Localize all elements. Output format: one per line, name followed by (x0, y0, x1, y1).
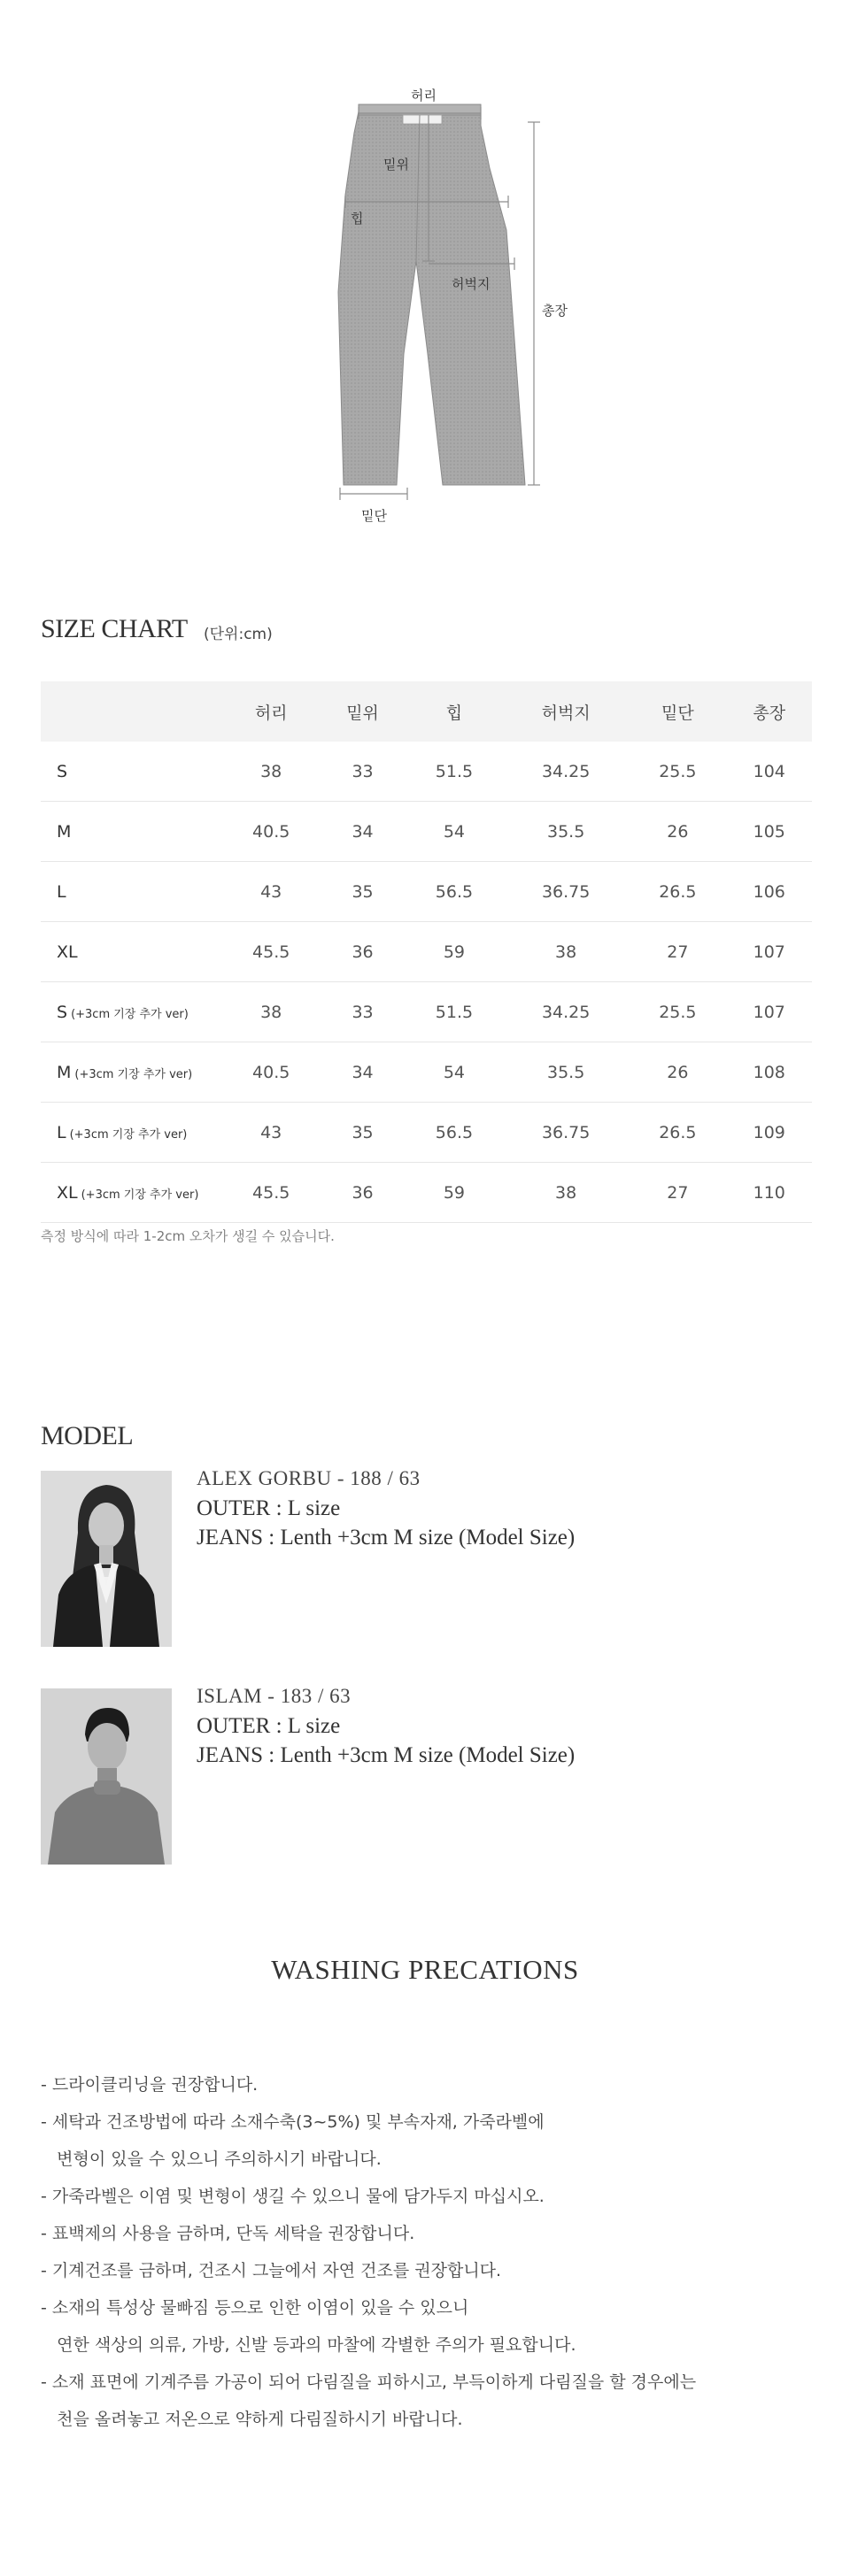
table-cell: 104 (727, 742, 812, 802)
size-name: S (57, 761, 68, 781)
table-cell: 108 (727, 1042, 812, 1103)
table-cell: 59 (406, 1163, 503, 1223)
size-name: L (57, 881, 66, 902)
table-header-cell: 허벅지 (503, 681, 629, 742)
table-row (41, 862, 812, 922)
washing-line: - 표백제의 사용을 금하며, 단독 세탁을 권장합니다. (41, 2224, 415, 2243)
size-note: (+3cm 기장 추가 ver) (74, 1067, 193, 1081)
table-cell: 33 (320, 982, 405, 1042)
table-cell: 38 (503, 1163, 629, 1223)
table-cell: 35 (320, 862, 405, 922)
table-row (41, 1103, 812, 1163)
table-header-cell: 힙 (406, 681, 503, 742)
table-cell: 33 (320, 742, 405, 802)
table-cell: 54 (406, 802, 503, 862)
pants-silhouette (338, 111, 525, 485)
model-photo-islam (41, 1688, 172, 1865)
model-name-islam: ISLAM - 183 / 63 (197, 1685, 352, 1707)
table-cell: 109 (727, 1103, 812, 1163)
table-cell: 59 (406, 922, 503, 982)
washing-line: - 가죽라벨은 이염 및 변형이 생길 수 있으니 물에 담가두지 마십시오. (41, 2187, 545, 2206)
table-cell: 26 (629, 802, 726, 862)
size-name: M (57, 821, 72, 842)
washing-line: - 세탁과 건조방법에 따라 소재수축(3~5%) 및 부속자재, 가죽라벨에 (41, 2112, 545, 2132)
model-outer-alex: OUTER : L size (197, 1496, 341, 1520)
table-cell: 56.5 (406, 862, 503, 922)
table-cell: 54 (406, 1042, 503, 1103)
table-cell: 38 (222, 982, 320, 1042)
table-cell: 25.5 (629, 742, 726, 802)
table-row (41, 982, 812, 1042)
washing-line: 연한 색상의 의류, 가방, 신발 등과의 마찰에 각별한 주의가 필요합니다. (41, 2335, 576, 2355)
hip-label: 힙 (351, 211, 364, 227)
washing-line: 변형이 있을 수 있으니 주의하시기 바랍니다. (41, 2149, 382, 2169)
table-cell: 36.75 (503, 1103, 629, 1163)
size-name: XL (57, 1182, 78, 1203)
model-jeans-alex: JEANS : Lenth +3cm M size (Model Size) (197, 1526, 576, 1549)
table-cell: 35.5 (503, 802, 629, 862)
measurement-diagram (0, 0, 850, 566)
table-cell: 51.5 (406, 742, 503, 802)
table-cell: 40.5 (222, 1042, 320, 1103)
table-row (41, 742, 812, 802)
washing-line: - 기계건조를 금하며, 건조시 그늘에서 자연 건조를 권장합니다. (41, 2261, 502, 2280)
table-cell: 34.25 (503, 742, 629, 802)
label-tag (403, 115, 442, 124)
table-cell: 105 (727, 802, 812, 862)
table-cell: 38 (503, 922, 629, 982)
size-cell (41, 1163, 222, 1223)
size-cell (41, 1103, 222, 1163)
size-chart-unit: (단위:cm) (204, 626, 273, 643)
table-cell: 34 (320, 802, 405, 862)
pants-diagram-svg (0, 0, 850, 566)
table-cell: 110 (727, 1163, 812, 1223)
model-name-alex: ALEX GORBU - 188 / 63 (197, 1467, 421, 1489)
table-cell: 106 (727, 862, 812, 922)
table-row (41, 922, 812, 982)
model-photo-alex-svg (41, 1471, 172, 1647)
washing-line: - 소재 표면에 기계주름 가공이 되어 다림질을 피하시고, 부득이하게 다림질을 할 경우에는 (41, 2372, 697, 2392)
table-row (41, 1163, 812, 1223)
table-cell: 34 (320, 1042, 405, 1103)
size-name: XL (57, 942, 78, 962)
table-header-row (41, 681, 812, 742)
size-note: (+3cm 기장 추가 ver) (81, 1188, 199, 1202)
table-cell: 38 (222, 742, 320, 802)
table-cell: 27 (629, 1163, 726, 1223)
table-cell: 36 (320, 922, 405, 982)
table-cell: 51.5 (406, 982, 503, 1042)
model-photo-islam-svg (41, 1688, 172, 1865)
size-chart-title: SIZE CHART (41, 614, 188, 643)
washing-title: WASHING PRECATIONS (271, 1954, 579, 1985)
size-chart-caption: 측정 방식에 따라 1-2cm 오차가 생길 수 있습니다. (41, 1228, 335, 1244)
table-header-cell: 밑위 (320, 681, 405, 742)
table-cell: 43 (222, 1103, 320, 1163)
size-note: (+3cm 기장 추가 ver) (69, 1127, 188, 1142)
table-cell: 26.5 (629, 1103, 726, 1163)
thigh-label: 허벅지 (452, 276, 491, 292)
model-outer-islam: OUTER : L size (197, 1714, 341, 1738)
size-name: S (57, 1002, 68, 1022)
hem-label: 밑단 (361, 508, 387, 524)
size-note: (+3cm 기장 추가 ver) (71, 1007, 189, 1021)
waist-label: 허리 (411, 88, 437, 104)
washing-line: - 드라이클리닝을 권장합니다. (41, 2075, 259, 2095)
table-cell: 27 (629, 922, 726, 982)
washing-line: 천을 올려놓고 저온으로 약하게 다림질하시기 바랍니다. (41, 2410, 463, 2429)
model-photo-alex (41, 1471, 172, 1647)
table-cell: 25.5 (629, 982, 726, 1042)
washing-line: - 소재의 특성상 물빠짐 등으로 인한 이염이 있을 수 있으니 (41, 2298, 469, 2318)
table-cell: 26.5 (629, 862, 726, 922)
rise-label: 밑위 (383, 157, 409, 173)
table-header-cell (41, 681, 222, 742)
size-cell (41, 922, 222, 982)
table-cell: 35.5 (503, 1042, 629, 1103)
size-name: L (57, 1122, 66, 1142)
table-cell: 43 (222, 862, 320, 922)
model-title: MODEL (41, 1421, 134, 1450)
table-cell: 36.75 (503, 862, 629, 922)
size-cell (41, 1042, 222, 1103)
size-cell (41, 742, 222, 802)
table-row (41, 802, 812, 862)
size-cell (41, 802, 222, 862)
table-cell: 35 (320, 1103, 405, 1163)
table-cell: 34.25 (503, 982, 629, 1042)
size-name: M (57, 1062, 72, 1082)
table-header-cell: 허리 (222, 681, 320, 742)
table-row (41, 1042, 812, 1103)
table-cell: 45.5 (222, 1163, 320, 1223)
size-cell (41, 982, 222, 1042)
size-chart-table (41, 681, 812, 1223)
table-cell: 26 (629, 1042, 726, 1103)
table-cell: 45.5 (222, 922, 320, 982)
model-jeans-islam: JEANS : Lenth +3cm M size (Model Size) (197, 1743, 576, 1767)
table-header-cell: 밑단 (629, 681, 726, 742)
table-cell: 36 (320, 1163, 405, 1223)
table-cell: 107 (727, 982, 812, 1042)
total-length-label: 총장 (542, 303, 568, 319)
table-cell: 56.5 (406, 1103, 503, 1163)
size-cell (41, 862, 222, 922)
table-header-cell: 총장 (727, 681, 812, 742)
table-cell: 107 (727, 922, 812, 982)
table-cell: 40.5 (222, 802, 320, 862)
